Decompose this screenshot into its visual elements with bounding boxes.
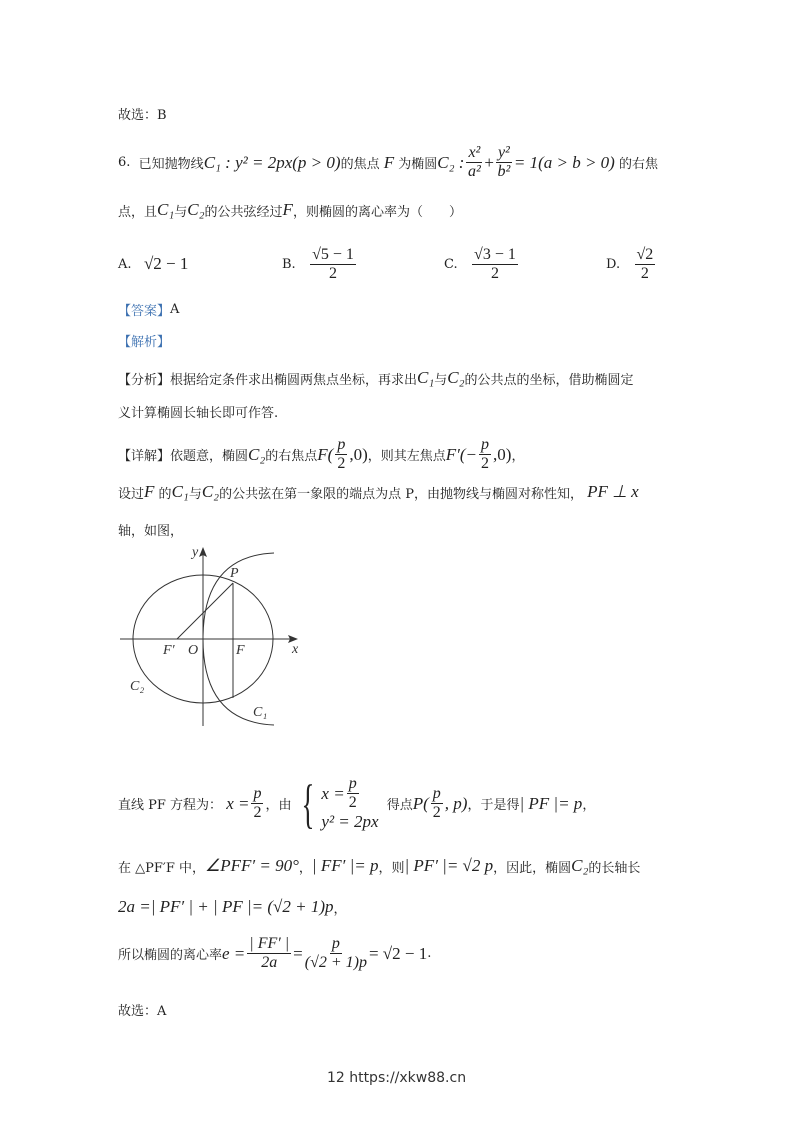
math: F xyxy=(144,482,155,501)
math: x = xyxy=(226,793,250,813)
math: ∠PFF′ = 90° xyxy=(205,856,299,875)
math: C₂ : xyxy=(437,152,465,172)
math: 2a =| PF′ | + | PF |= (√2 + 1)p xyxy=(118,897,334,916)
text: ，因此，椭圆 xyxy=(493,860,572,876)
option-label: B. xyxy=(282,257,296,272)
math: C₂ xyxy=(187,200,205,219)
math: ,0) xyxy=(349,444,368,464)
option-value: √2 − 1 xyxy=(143,254,189,273)
denominator: 2 xyxy=(432,804,441,821)
text: ，则椭圆的离心率为（ ） xyxy=(292,204,462,220)
math: C₂ xyxy=(248,444,266,464)
text: 为椭圆 xyxy=(398,157,438,172)
denominator: 2 xyxy=(337,455,346,472)
text: 的长轴长 xyxy=(588,860,641,876)
label-y: y xyxy=(192,545,199,560)
text: 的公共弦在第一象限的端点为点 P，由抛物线与椭圆对称性知， xyxy=(219,486,583,502)
math: + xyxy=(484,152,494,172)
text: ， xyxy=(298,860,312,876)
analysis-tag: 【解析】 xyxy=(118,335,171,350)
math: = xyxy=(293,943,303,963)
answer-value: A xyxy=(170,302,180,317)
denominator: 2 xyxy=(329,265,337,282)
numerator: p xyxy=(348,775,357,792)
numerator: y² xyxy=(497,144,510,161)
text: 直线 PF 方程为： xyxy=(118,798,223,813)
option-label: A. xyxy=(118,256,132,272)
question-number: 6. xyxy=(118,155,131,170)
text: 与 xyxy=(188,486,202,502)
math: e = xyxy=(222,943,246,963)
fraction xyxy=(251,785,263,822)
text: ， xyxy=(511,449,525,464)
fraction xyxy=(247,935,291,972)
section-tag: 【分析】 xyxy=(118,372,171,388)
math: C₂ xyxy=(571,856,589,875)
math: C₂ xyxy=(447,368,465,387)
brace: { xyxy=(301,773,315,834)
text: 的焦点 xyxy=(340,157,380,172)
denominator: a² xyxy=(467,163,481,180)
fraction xyxy=(305,935,367,972)
option-label: D. xyxy=(606,257,621,272)
label-x: x xyxy=(292,642,299,657)
math: C₁ xyxy=(157,200,175,219)
answer-tag: 【答案】 xyxy=(118,304,171,319)
text: 的公共弦经过 xyxy=(204,204,283,220)
math: F( xyxy=(317,444,334,464)
denominator: b² xyxy=(497,163,511,180)
text: 点，且 xyxy=(118,204,158,220)
equation-system xyxy=(295,775,378,832)
text: 轴，如图， xyxy=(118,524,184,539)
text: 的公共点的坐标，借助椭圆定 xyxy=(464,372,634,388)
denominator: 2 xyxy=(640,265,649,282)
text: 与 xyxy=(434,372,448,388)
denominator: (√2 + 1)p xyxy=(304,954,367,971)
text: 故选：A xyxy=(118,1004,167,1019)
denominator: 2 xyxy=(490,265,499,282)
numerator: √3 − 1 xyxy=(474,246,516,263)
fraction xyxy=(431,785,443,822)
text: 的 xyxy=(158,486,172,502)
option-label: C. xyxy=(444,257,458,272)
text: ，由 xyxy=(265,798,292,813)
label-f: F xyxy=(236,643,245,658)
text: 故选：B xyxy=(118,108,167,123)
math: F xyxy=(282,200,293,219)
eccentricity-line xyxy=(118,935,431,972)
math: P( xyxy=(412,793,429,813)
numerator: p xyxy=(253,785,262,802)
text: 已知抛物线 xyxy=(138,157,204,172)
text: 与 xyxy=(174,204,188,220)
label-o: O xyxy=(188,643,199,658)
math: C₂ xyxy=(201,482,220,501)
denominator: 2 xyxy=(348,794,357,811)
numerator: | FF′ | xyxy=(249,935,290,952)
page-footer: 12 https://xkw88.cn xyxy=(326,1070,467,1086)
denominator: 2a xyxy=(261,954,278,971)
text: 得点 xyxy=(386,798,413,813)
text: 的右焦 xyxy=(618,157,658,172)
math: y² = 2px xyxy=(321,812,379,831)
math: F′(− xyxy=(445,444,478,464)
text: 依题意，椭圆 xyxy=(170,449,249,464)
math: , p) xyxy=(444,793,468,813)
text: 所以椭圆的离心率 xyxy=(118,948,223,963)
math: | FF′ |= p xyxy=(311,856,379,875)
text: 义计算椭圆长轴长即可作答. xyxy=(118,406,279,421)
label-c1: C₁ xyxy=(253,705,268,720)
label-f-prime: F′ xyxy=(163,643,175,658)
text: ，则 xyxy=(378,860,405,876)
math: PF ⊥ x xyxy=(587,482,639,501)
math: C₁ xyxy=(171,482,189,501)
final-answer-line xyxy=(118,1000,166,1019)
numerator: p xyxy=(331,935,340,952)
text: . xyxy=(427,946,432,961)
label-p: P xyxy=(230,566,239,581)
numerator: p xyxy=(481,436,490,453)
math: F xyxy=(383,152,395,172)
math: x = xyxy=(321,783,345,803)
math: ,0) xyxy=(493,444,512,464)
math: C₁ : y² = 2px(p > 0) xyxy=(203,152,341,172)
numerator: p xyxy=(432,785,441,802)
text: 的右焦点 xyxy=(265,449,318,464)
math: | PF′ |= √2 p xyxy=(404,856,494,875)
text: ，于是得 xyxy=(467,798,520,813)
text: 设过 xyxy=(118,486,145,502)
math: = √2 − 1 xyxy=(368,943,428,963)
text: ， xyxy=(333,901,347,917)
line-pf-equation xyxy=(118,775,595,832)
numerator: √5 − 1 xyxy=(312,246,354,263)
math: C₁ xyxy=(417,368,435,387)
numerator: x² xyxy=(468,144,481,161)
denominator: 2 xyxy=(481,455,490,472)
numerator: √2 xyxy=(636,246,654,263)
fraction xyxy=(347,775,359,812)
text: 根据给定条件求出椭圆两焦点坐标，再求出 xyxy=(170,372,418,388)
section-tag: 【详解】 xyxy=(118,449,171,464)
segment-fp-prime xyxy=(177,583,233,639)
math: | PF |= p xyxy=(519,793,583,813)
major-axis-line xyxy=(118,897,347,917)
text: ， xyxy=(582,798,596,813)
math: = 1(a > b > 0) xyxy=(513,152,615,172)
text: ，则其左焦点 xyxy=(367,449,446,464)
triangle-line xyxy=(118,856,640,876)
text: 在 △PF′F 中， xyxy=(118,860,206,876)
numerator: p xyxy=(337,436,346,453)
label-c2: C₂ xyxy=(130,679,145,694)
denominator: 2 xyxy=(253,804,262,821)
